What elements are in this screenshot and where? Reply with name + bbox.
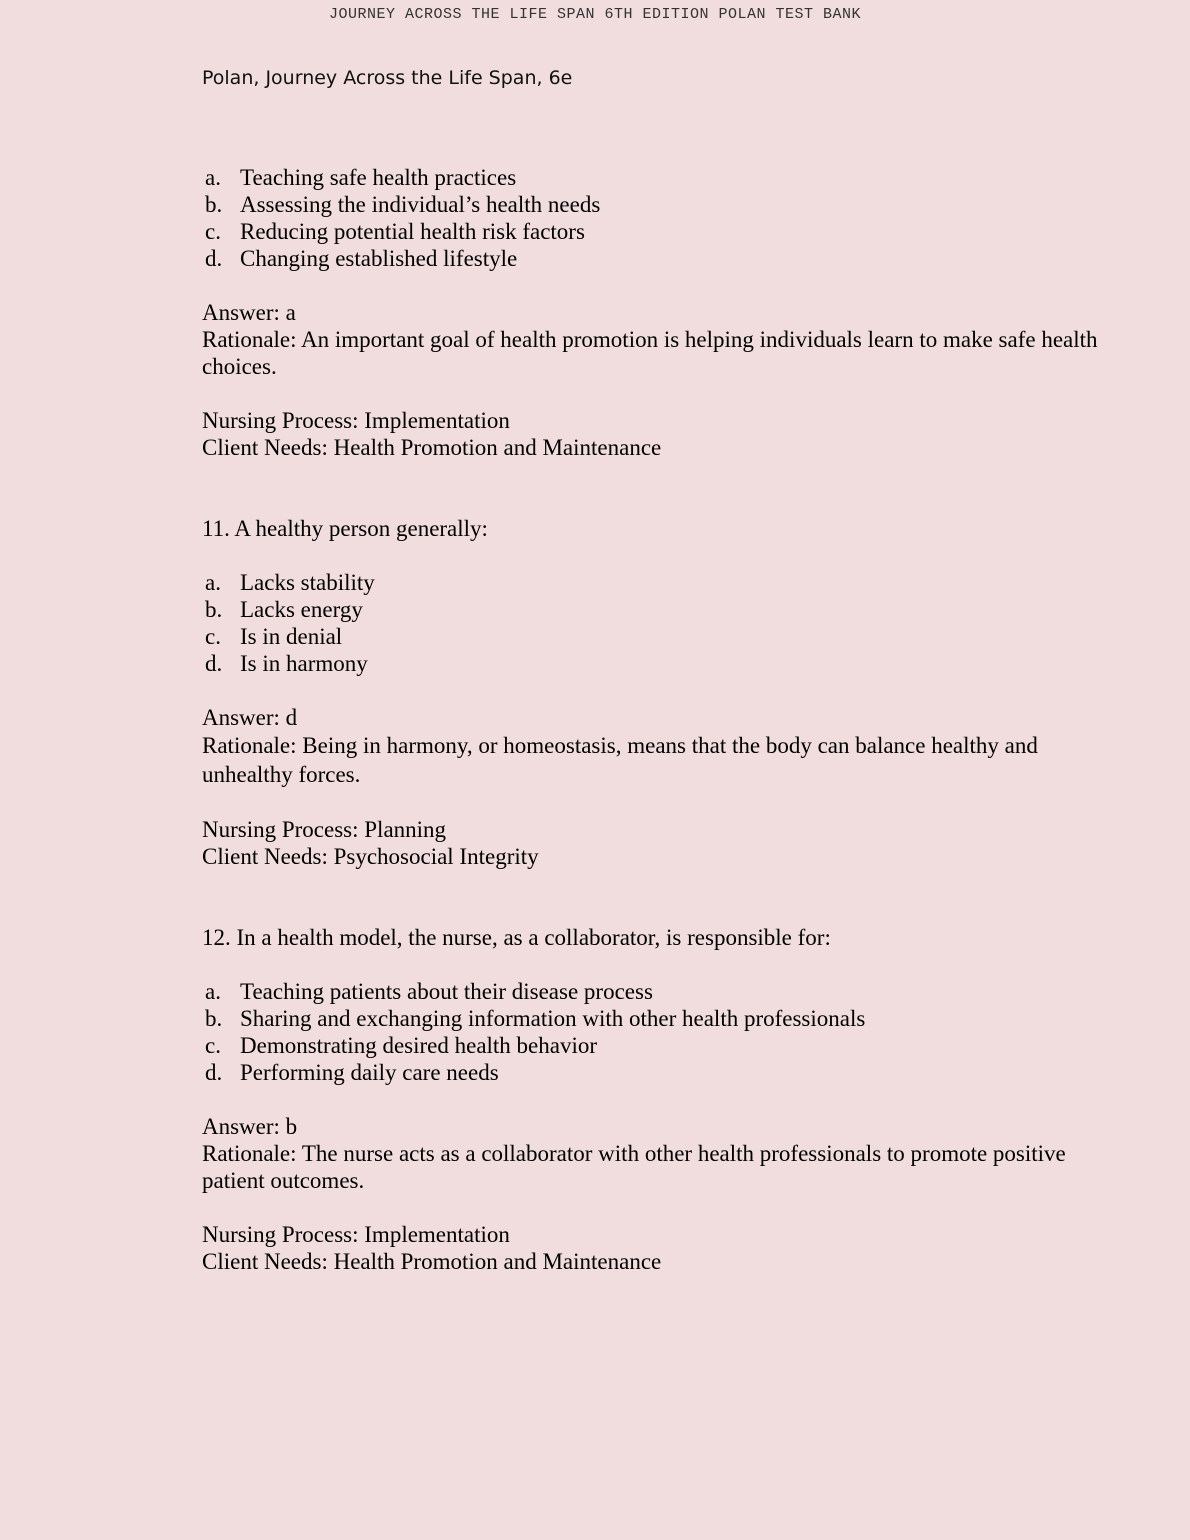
- option-d: [202, 650, 1102, 677]
- option-text: Reducing potential health risk factors: [240, 219, 585, 244]
- option-letter: c.: [205, 219, 221, 244]
- option-c: [202, 218, 1102, 245]
- option-a: [202, 978, 1102, 1005]
- option-letter: a.: [205, 570, 221, 595]
- nursing-process: Nursing Process: Implementation: [202, 1222, 510, 1247]
- option-text: Performing daily care needs: [240, 1060, 499, 1085]
- question-11: [202, 515, 1102, 870]
- rationale: Rationale: The nurse acts as a collaborator with other health professionals to promote positive patient outcomes.: [202, 1141, 1066, 1193]
- option-b: [202, 191, 1102, 218]
- option-letter: d.: [205, 246, 223, 271]
- option-letter: b.: [205, 597, 223, 622]
- option-a: [202, 164, 1102, 191]
- option-letter: d.: [205, 651, 223, 676]
- option-letter: c.: [205, 624, 221, 649]
- rationale: Rationale: An important goal of health promotion is helping individuals learn to make safe health choices.: [202, 327, 1098, 379]
- question-12: [202, 924, 1102, 1275]
- document-banner: JOURNEY ACROSS THE LIFE SPAN 6TH EDITION POLAN TEST BANK: [328, 6, 862, 23]
- option-a: [202, 569, 1102, 596]
- client-needs: Client Needs: Psychosocial Integrity: [202, 844, 539, 869]
- question-stem: 12. In a health model, the nurse, as a collaborator, is responsible for:: [202, 925, 831, 950]
- option-text: Lacks energy: [240, 597, 363, 622]
- option-text: Sharing and exchanging information with other health professionals: [240, 1006, 866, 1031]
- client-needs: Client Needs: Health Promotion and Maintenance: [202, 435, 662, 460]
- options-list: [202, 569, 1102, 677]
- option-text: Lacks stability: [240, 570, 375, 595]
- option-text: Is in harmony: [240, 651, 368, 676]
- answer: Answer: a: [202, 300, 296, 325]
- option-text: Teaching safe health practices: [240, 165, 517, 190]
- option-text: Is in denial: [240, 624, 343, 649]
- option-letter: c.: [205, 1033, 221, 1058]
- option-text: Changing established lifestyle: [240, 246, 518, 271]
- rationale: Rationale: Being in harmony, or homeostasis, means that the body can balance healthy and unhealthy forces.: [202, 733, 1038, 787]
- option-c: [202, 1032, 1102, 1059]
- client-needs: Client Needs: Health Promotion and Maintenance: [202, 1249, 662, 1274]
- option-letter: a.: [205, 165, 221, 190]
- option-text: Assessing the individual’s health needs: [240, 192, 601, 217]
- option-text: Demonstrating desired health behavior: [240, 1033, 598, 1058]
- option-d: [202, 1059, 1102, 1086]
- option-b: [202, 1005, 1102, 1032]
- question-10: [202, 164, 1102, 461]
- option-c: [202, 623, 1102, 650]
- option-letter: a.: [205, 979, 221, 1004]
- option-letter: b.: [205, 192, 223, 217]
- running-head: Polan, Journey Across the Life Span, 6e: [202, 67, 573, 89]
- answer: Answer: b: [202, 1114, 298, 1139]
- options-list: [202, 978, 1102, 1086]
- option-letter: b.: [205, 1006, 223, 1031]
- option-letter: d.: [205, 1060, 223, 1085]
- options-list: [202, 164, 1102, 272]
- page-content: [202, 164, 1102, 1275]
- answer: Answer: d: [202, 705, 298, 730]
- option-text: Teaching patients about their disease process: [240, 979, 653, 1004]
- option-b: [202, 596, 1102, 623]
- question-stem: 11. A healthy person generally:: [202, 516, 488, 541]
- option-d: [202, 245, 1102, 272]
- nursing-process: Nursing Process: Planning: [202, 817, 447, 842]
- nursing-process: Nursing Process: Implementation: [202, 408, 510, 433]
